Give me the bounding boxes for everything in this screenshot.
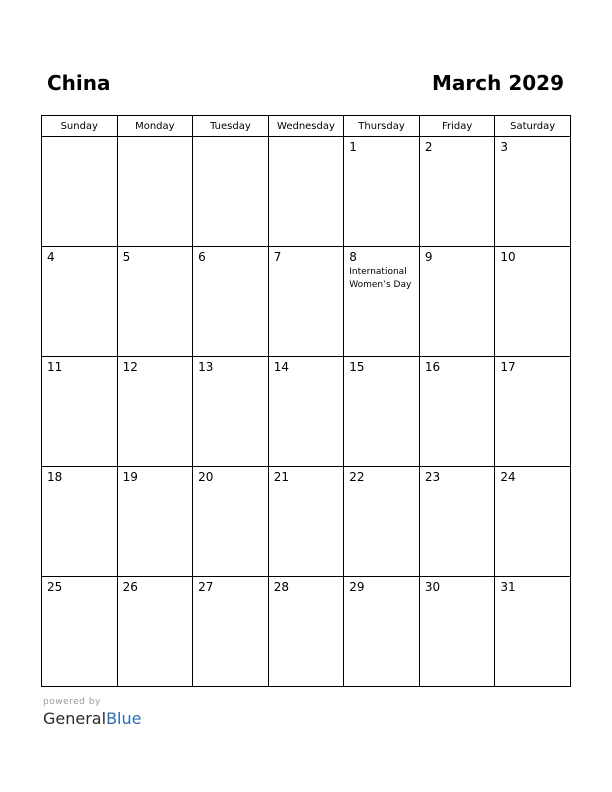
- day-number: [118, 137, 193, 141]
- week-row: [42, 137, 571, 247]
- weekday-saturday: Saturday: [495, 116, 571, 137]
- day-cell: [117, 357, 193, 467]
- day-cell: [268, 577, 344, 687]
- generalblue-logo[interactable]: [43, 709, 141, 729]
- day-number: 22: [349, 470, 365, 484]
- calendar-grid: [41, 115, 571, 687]
- day-cell: [495, 467, 571, 577]
- day-cell: [495, 577, 571, 687]
- day-number: 6: [198, 250, 206, 264]
- day-number: 30: [424, 580, 441, 594]
- day-cell-holiday: [344, 247, 420, 357]
- brand-blue-text: Blue: [106, 709, 142, 728]
- day-number: 21: [273, 470, 289, 484]
- day-cell: [419, 577, 495, 687]
- day-cell: [117, 137, 193, 247]
- day-cell: [193, 467, 269, 577]
- weekday-thursday: Thursday: [344, 116, 420, 137]
- day-number: 9: [424, 250, 433, 264]
- day-number: 8: [349, 250, 357, 264]
- day-number: 28: [273, 580, 289, 594]
- day-number: 3: [500, 140, 509, 154]
- day-number: 7: [273, 250, 282, 264]
- day-cell: [193, 137, 269, 247]
- week-row: [42, 247, 571, 357]
- day-number: 14: [273, 360, 289, 374]
- weekday-friday: Friday: [419, 116, 495, 137]
- day-number: 27: [198, 580, 214, 594]
- day-cell: [193, 357, 269, 467]
- day-number: 5: [122, 250, 131, 264]
- day-number: 13: [198, 360, 214, 374]
- country-title: China: [47, 71, 111, 95]
- day-cell: [344, 577, 420, 687]
- day-cell: [495, 247, 571, 357]
- day-cell: [419, 467, 495, 577]
- month-year-title: March 2029: [432, 71, 564, 95]
- day-number: 18: [47, 470, 63, 484]
- day-cell: [42, 577, 118, 687]
- weekday-sunday: Sunday: [42, 116, 118, 137]
- day-number: [193, 137, 268, 141]
- day-cell: [419, 137, 495, 247]
- day-cell: [117, 467, 193, 577]
- day-cell: [344, 137, 420, 247]
- weekday-wednesday: Wednesday: [268, 116, 344, 137]
- day-cell: [42, 467, 118, 577]
- day-cell: [117, 247, 193, 357]
- day-number: 15: [349, 360, 365, 374]
- day-number: 1: [349, 140, 357, 154]
- day-cell: [268, 467, 344, 577]
- day-cell: [344, 467, 420, 577]
- day-cell: [495, 357, 571, 467]
- day-number: 17: [500, 360, 516, 374]
- week-row: [42, 467, 571, 577]
- day-number: 25: [47, 580, 63, 594]
- day-number: 23: [424, 470, 441, 484]
- weekday-tuesday: Tuesday: [193, 116, 269, 137]
- day-cell: [42, 137, 118, 247]
- day-cell: [193, 577, 269, 687]
- day-cell: [42, 247, 118, 357]
- footer-branding: [43, 697, 141, 729]
- day-number: 31: [500, 580, 516, 594]
- holiday-label-line2: Women’s Day: [349, 280, 412, 290]
- day-number: 12: [122, 360, 138, 374]
- powered-by-text: powered by: [43, 697, 101, 707]
- weekday-header-row: [42, 116, 571, 137]
- day-cell: [193, 247, 269, 357]
- day-number: 26: [122, 580, 138, 594]
- day-number: 29: [349, 580, 365, 594]
- week-row: [42, 577, 571, 687]
- day-number: 24: [500, 470, 516, 484]
- day-cell: [495, 137, 571, 247]
- brand-general-text: General: [43, 709, 107, 728]
- day-cell: [42, 357, 118, 467]
- day-number: 4: [47, 250, 55, 264]
- day-cell: [268, 247, 344, 357]
- day-number: 19: [122, 470, 138, 484]
- day-cell: [419, 247, 495, 357]
- day-number: [269, 137, 344, 141]
- day-number: [42, 137, 117, 141]
- day-cell: [268, 137, 344, 247]
- weekday-monday: Monday: [117, 116, 193, 137]
- day-number: 10: [500, 250, 516, 264]
- holiday-label-line1: International: [349, 267, 407, 277]
- day-number: 20: [198, 470, 214, 484]
- day-number: 11: [47, 360, 63, 374]
- holiday-label: [344, 264, 419, 292]
- day-number: 2: [424, 140, 433, 154]
- day-cell: [117, 577, 193, 687]
- day-cell: [268, 357, 344, 467]
- day-cell: [344, 357, 420, 467]
- week-row: [42, 357, 571, 467]
- day-number: 16: [424, 360, 441, 374]
- day-cell: [419, 357, 495, 467]
